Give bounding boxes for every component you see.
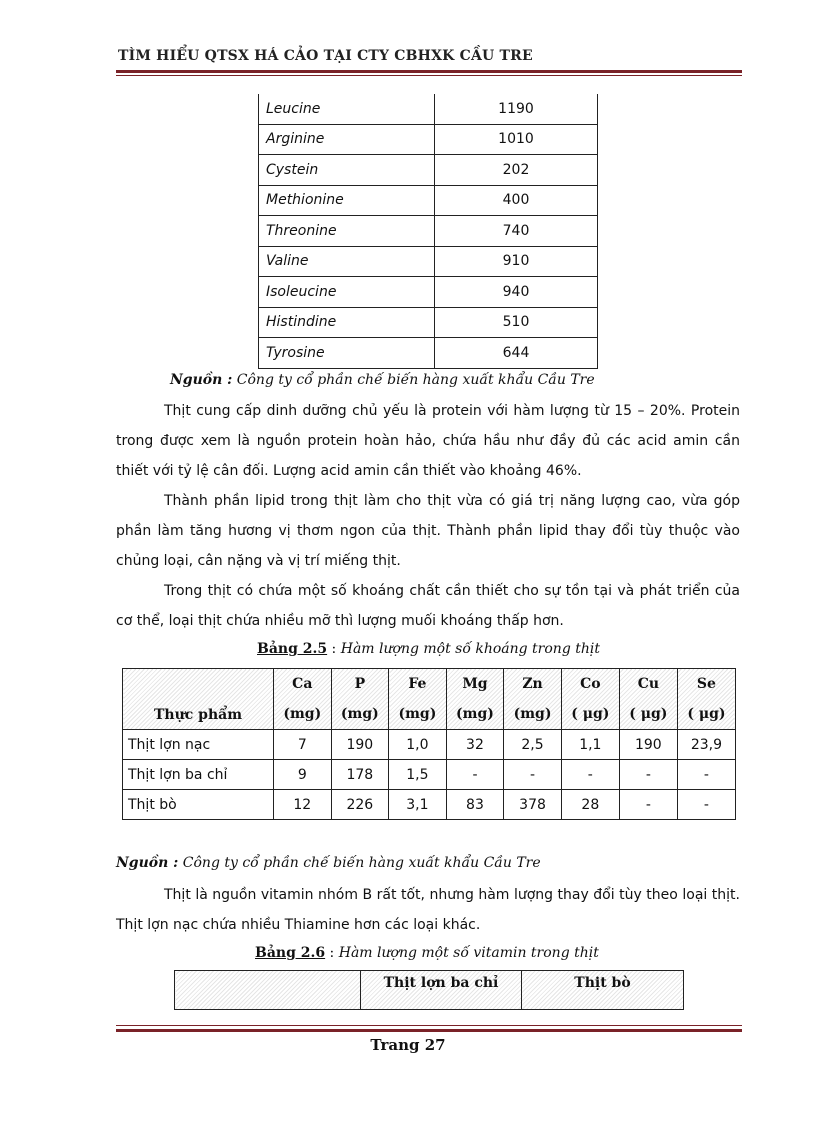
mineral-value-cell: 226	[331, 790, 389, 820]
table-row	[259, 338, 598, 369]
table-label: Bảng 2.5	[257, 641, 328, 657]
amino-acid-name: Valine	[259, 246, 435, 277]
source-label: Nguồn :	[116, 855, 179, 871]
mineral-value-cell: -	[619, 790, 677, 820]
amino-acid-name: Arginine	[259, 124, 435, 155]
table-row	[123, 760, 736, 790]
table-row	[123, 730, 736, 760]
mineral-column-header: Cu ( μg)	[619, 669, 677, 730]
table-caption-text: Hàm lượng một số vitamin trong thịt	[338, 945, 599, 961]
table-row	[259, 124, 598, 155]
amino-acid-value: 940	[435, 277, 598, 308]
amino-acid-value: 202	[435, 155, 598, 186]
mineral-value-cell: 190	[619, 730, 677, 760]
table-row	[259, 216, 598, 247]
mineral-column-header: Co ( μg)	[561, 669, 619, 730]
mineral-value-cell: 378	[504, 790, 562, 820]
source-note-2	[116, 855, 541, 871]
amino-acid-name: Threonine	[259, 216, 435, 247]
table-row	[259, 185, 598, 216]
source-note-1	[170, 372, 595, 388]
mineral-column-header: P (mg)	[331, 669, 389, 730]
table-row	[259, 277, 598, 308]
mineral-value-cell: -	[677, 790, 735, 820]
mineral-value-cell: -	[619, 760, 677, 790]
table-row	[259, 94, 598, 124]
footer-rule-thin	[116, 1025, 742, 1026]
mineral-value-cell: -	[677, 760, 735, 790]
table-row	[123, 790, 736, 820]
mineral-value-cell: 23,9	[677, 730, 735, 760]
amino-acid-name: Leucine	[259, 94, 435, 124]
vitamin-header-pork-belly: Thịt lợn ba chỉ	[361, 971, 522, 1010]
amino-acid-value: 644	[435, 338, 598, 369]
minerals-table	[122, 668, 736, 820]
amino-acid-value: 510	[435, 307, 598, 338]
amino-acid-value: 1190	[435, 94, 598, 124]
table-row	[259, 307, 598, 338]
amino-acid-value: 1010	[435, 124, 598, 155]
table-row	[259, 155, 598, 186]
amino-acid-name: Histindine	[259, 307, 435, 338]
amino-acid-name: Methionine	[259, 185, 435, 216]
mineral-value-cell: 1,5	[389, 760, 447, 790]
paragraph-vitamin: Thịt là nguồn vitamin nhóm B rất tốt, nhưng hàm lượng thay đổi tùy theo loại thịt. Thịt lợn nạc chứa nhiều Thiamine hơn các loại khác.	[116, 887, 740, 933]
source-label: Nguồn :	[170, 372, 233, 388]
source-text: Công ty cổ phần chế biến hàng xuất khẩu Cầu Tre	[236, 372, 595, 388]
amino-acid-name: Tyrosine	[259, 338, 435, 369]
table-row	[259, 246, 598, 277]
mineral-value-cell: 3,1	[389, 790, 447, 820]
mineral-value-cell: 178	[331, 760, 389, 790]
page-number: Trang 27	[370, 1036, 446, 1054]
table-2-5-caption: Bảng 2.5 : Hàm lượng một số khoáng trong thịt	[257, 641, 600, 657]
header-rule-thin	[116, 75, 742, 76]
mineral-value-cell: 12	[274, 790, 332, 820]
amino-acid-table	[258, 94, 598, 369]
mineral-column-header: Se ( μg)	[677, 669, 735, 730]
source-text: Công ty cổ phần chế biến hàng xuất khẩu Cầu Tre	[182, 855, 541, 871]
mineral-value-cell: 7	[274, 730, 332, 760]
mineral-column-header: Ca (mg)	[274, 669, 332, 730]
food-name-cell: Thịt bò	[123, 790, 274, 820]
paragraph-lipid: Thành phần lipid trong thịt làm cho thịt vừa có giá trị năng lượng cao, vừa góp phần làm tăng hương vị thơm ngon của thịt. Thành phần lipid thay đổi tùy thuộc vào chủng loại, cân nặng và vị trí miếng thịt.	[116, 493, 740, 569]
footer-rule-thick	[116, 1029, 742, 1032]
mineral-value-cell: -	[561, 760, 619, 790]
mineral-value-cell: 190	[331, 730, 389, 760]
mineral-value-cell: -	[446, 760, 504, 790]
amino-acid-value: 740	[435, 216, 598, 247]
mineral-value-cell: 32	[446, 730, 504, 760]
mineral-value-cell: 1,1	[561, 730, 619, 760]
amino-acid-value: 910	[435, 246, 598, 277]
vitamin-header-blank	[175, 971, 361, 1010]
vitamin-header-beef: Thịt bò	[522, 971, 684, 1010]
mineral-column-header: Fe (mg)	[389, 669, 447, 730]
mineral-value-cell: -	[504, 760, 562, 790]
amino-acid-value: 400	[435, 185, 598, 216]
table-2-6-caption: Bảng 2.6 : Hàm lượng một số vitamin trong thịt	[255, 945, 599, 961]
mineral-value-cell: 28	[561, 790, 619, 820]
food-column-header: Thực phẩm	[123, 669, 274, 730]
mineral-value-cell: 2,5	[504, 730, 562, 760]
paragraph-minerals: Trong thịt có chứa một số khoáng chất cần thiết cho sự tồn tại và phát triển của cơ thể, loại thịt chứa nhiều mỡ thì lượng muối khoáng thấp hơn.	[116, 583, 740, 629]
amino-acid-name: Isoleucine	[259, 277, 435, 308]
vitamin-table	[174, 970, 684, 1010]
mineral-column-header: Zn (mg)	[504, 669, 562, 730]
amino-acid-name: Cystein	[259, 155, 435, 186]
mineral-column-header: Mg (mg)	[446, 669, 504, 730]
mineral-value-cell: 9	[274, 760, 332, 790]
mineral-value-cell: 83	[446, 790, 504, 820]
mineral-value-cell: 1,0	[389, 730, 447, 760]
table-caption-text: Hàm lượng một số khoáng trong thịt	[340, 641, 600, 657]
food-name-cell: Thịt lợn nạc	[123, 730, 274, 760]
paragraph-protein: Thịt cung cấp dinh dưỡng chủ yếu là protein với hàm lượng từ 15 – 20%. Protein trong được xem là nguồn protein hoàn hảo, chứa hầu như đầy đủ các acid amin cần thiết với tỷ lệ cân đối. Lượng acid amin cần thiết vào khoảng 46%.	[116, 403, 740, 479]
header-rule-thick	[116, 70, 742, 73]
table-label: Bảng 2.6	[255, 945, 326, 961]
page-header-title: TÌM HIỂU QTSX HÁ CẢO TẠI CTY CBHXK CẦU TRE	[118, 48, 533, 64]
food-name-cell: Thịt lợn ba chỉ	[123, 760, 274, 790]
